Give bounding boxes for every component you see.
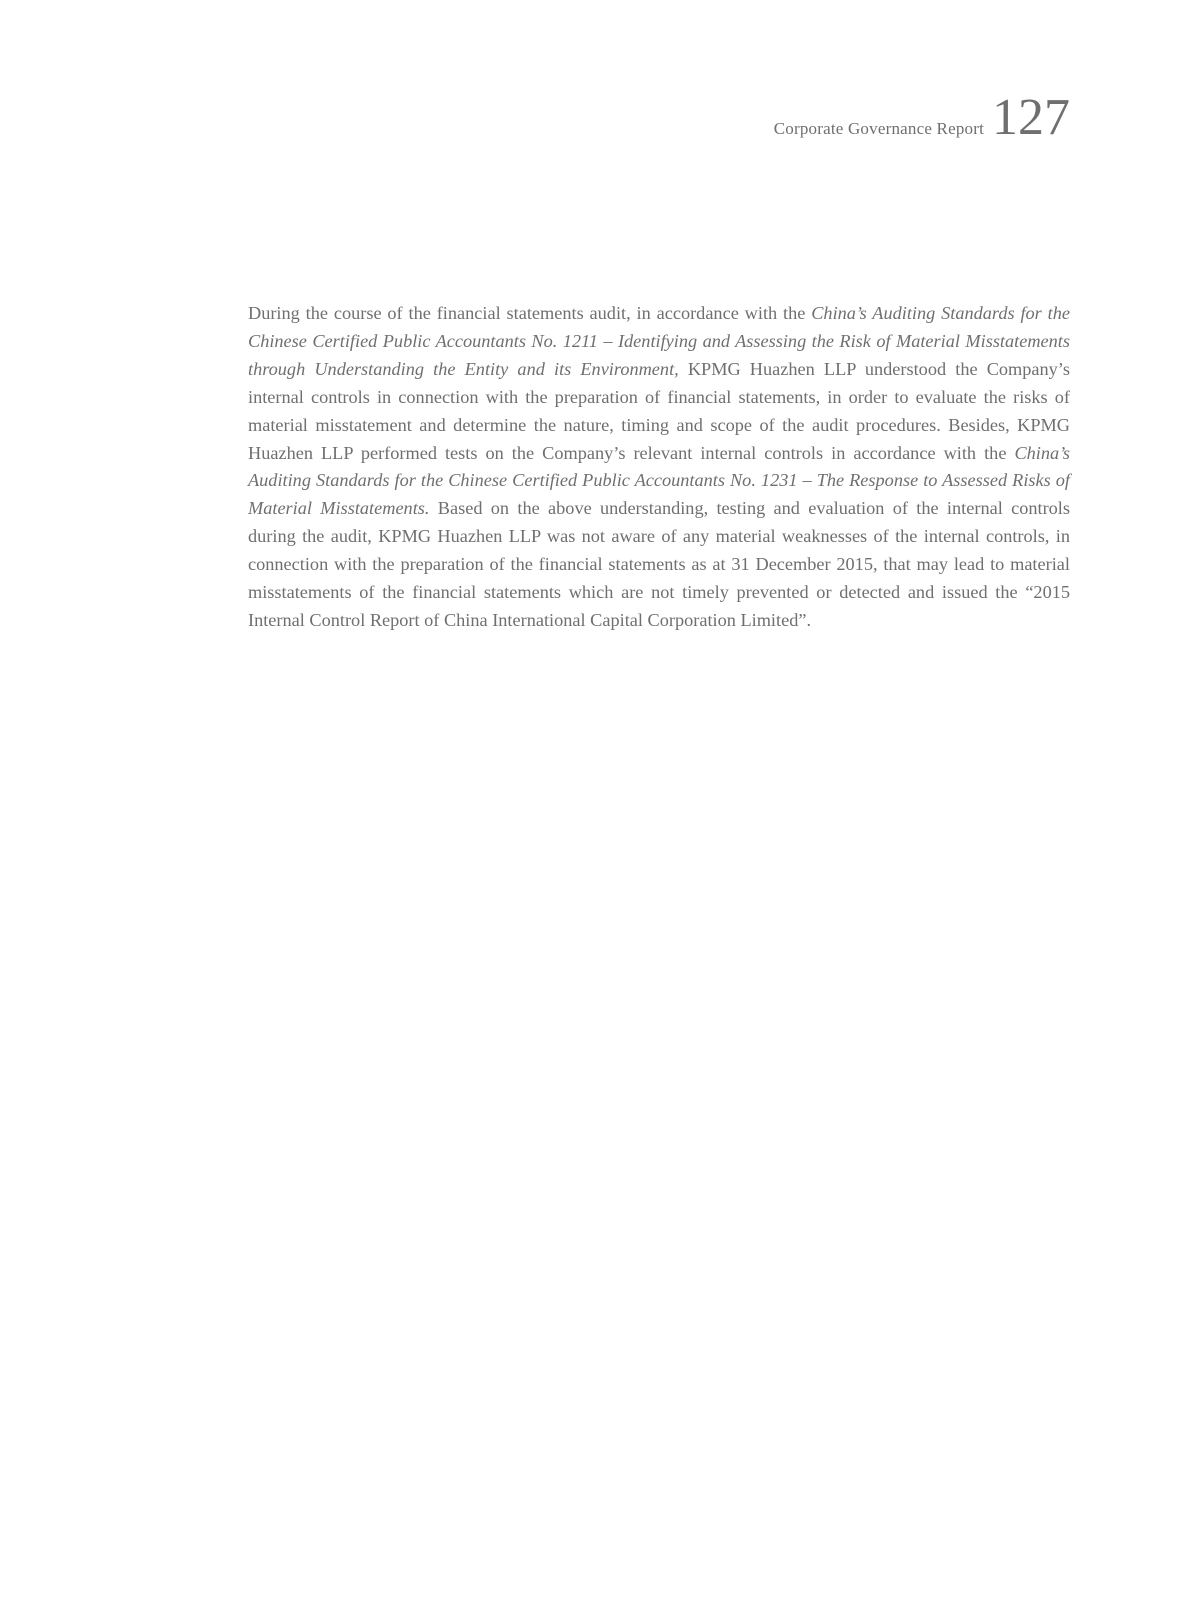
page-header: [773, 89, 1070, 146]
paragraph-text-segment: During the course of the financial statements audit, in accordance with the: [248, 303, 812, 323]
section-title: Corporate Governance Report: [773, 119, 984, 138]
page-number: 127: [992, 89, 1070, 146]
standard-citation-1211: China’s Auditing Standards for the Chinese Certified Public Accountants No. 1211 – Identifying and Assessing the Risk of Material Misstatements through Understanding the Entity and its Environment,: [248, 303, 1070, 379]
standard-citation-1231: China’s Auditing Standards for the Chinese Certified Public Accountants No. 1231 – The Response to Assessed Risks of Material Misstatements.: [248, 442, 1070, 519]
paragraph-text-segment: Based on the above understanding, testing and evaluation of the internal controls during the audit, KPMG Huazhen LLP was not aware of any material weaknesses of the internal controls, in connection with the preparation of the financial statements as at 31 December 2015, that may lead to material misstatements of the financial statements which are not timely prevented or detected and issued the “2015 Internal Control Report of China International Capital Corporation Limited”.: [248, 498, 1070, 630]
paragraph-text-segment: KPMG Huazhen LLP understood the Company’s internal controls in connection with the preparation of financial statements, in order to evaluate the risks of material misstatement and determine the nature, timing and scope of the audit procedures. Besides, KPMG Huazhen LLP performed tests on the Company’s relevant internal controls in accordance with the: [248, 358, 1070, 463]
body-paragraph: [248, 300, 1070, 635]
